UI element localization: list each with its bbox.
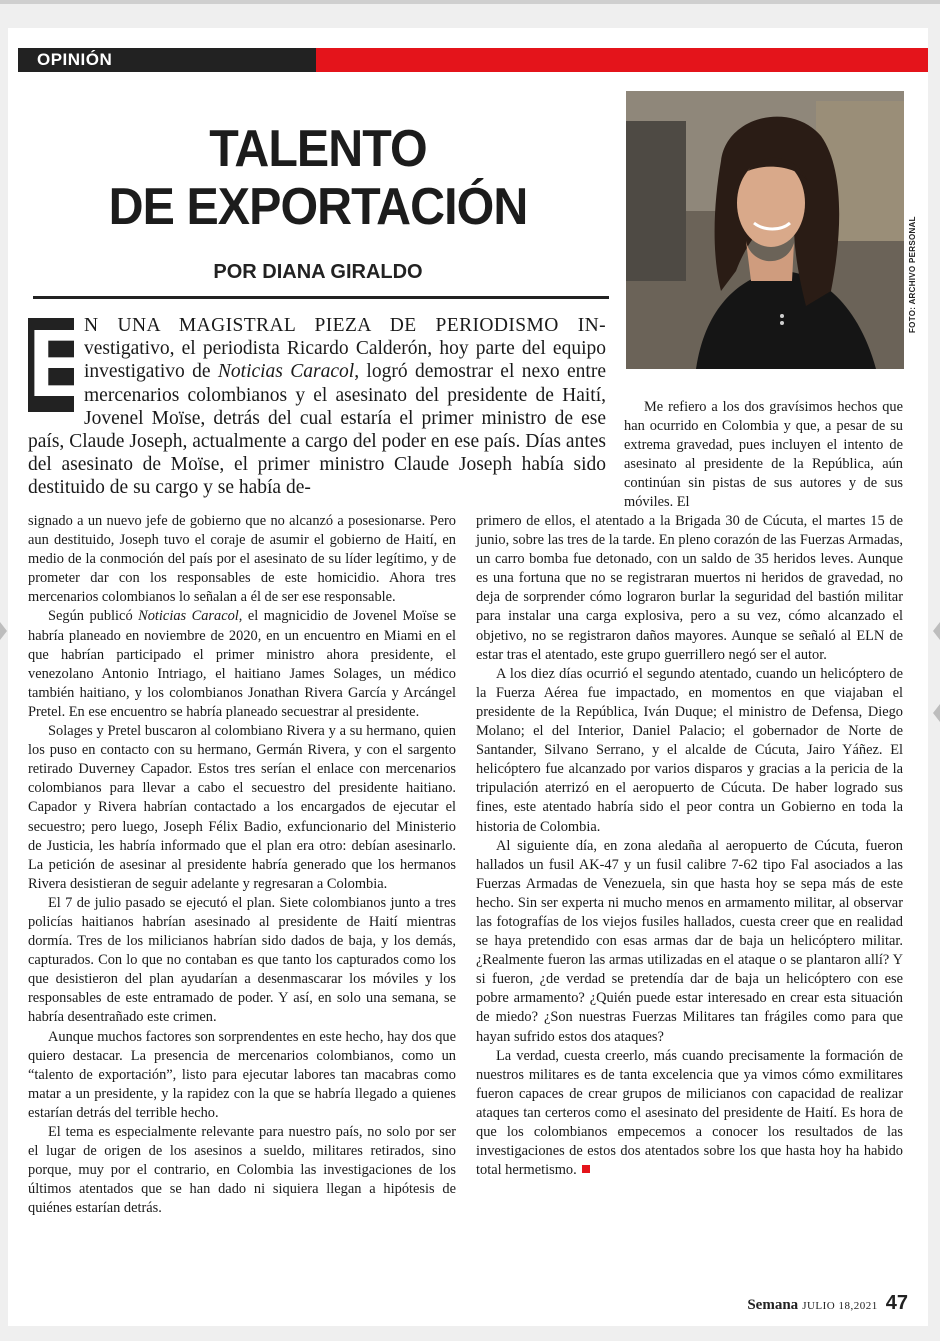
section-banner — [18, 48, 928, 72]
title-line-2: DE EXPORTACIÓN — [108, 178, 528, 236]
magazine-page — [8, 28, 928, 1326]
article-title — [48, 120, 587, 236]
photo-credit: FOTO: ARCHIVO PERSONAL — [908, 216, 917, 333]
paragraph: Según publicó Noticias Caracol, el magnicidio de Jovenel Moïse se habría planeado en noviembre de 2020, en un encuentro en Miami en el que habrían participado el primer ministro ahora presidente, el venezolano Antonio Intriago, el haitiano James Solages, un médico también haitiano, y los colombianos Jonathan Rivera García y Arcángel Pretel. En ese encuentro se habría planeado secuestrar al presidente. — [28, 608, 456, 720]
drop-cap: E — [28, 310, 93, 417]
page-footer — [718, 1292, 908, 1315]
byline: POR DIANA GIRALDO — [213, 261, 423, 283]
next-page-arrow-icon-secondary[interactable] — [933, 704, 940, 722]
title-rule — [33, 296, 609, 299]
section-label: OPINIÓN — [37, 50, 113, 69]
paragraph: El 7 de julio pasado se ejecutó el plan. Siete colombianos junto a tres policías haitianos habrían asesinado al presidente de Haití mientras dormía. Tres de los milicianos habrían sido dados de baja, y los demás, capturados. Con lo que no contaban es que tanto los capturados como los que desistieron del plan ayudarían a desenmascarar los móviles y los responsables de este entramado de poder. Y así, en solo una semana, se habría desentrañado este crimen. — [28, 894, 456, 1026]
paragraph: El tema es especialmente relevante para nuestro país, no solo por ser el lugar de origen de los asesinos a sueldo, militares retirados, sino porque, muy por el contrario, en Colombia las investigaciones de los últimos atentados que se han dado ni siquiera llegan a hipótesis de quiénes estarían detrás. — [28, 1124, 456, 1217]
paragraph: La verdad, cuesta creerlo, más cuando precisamente la formación de nuestros militares es de tanta excelencia que ya vimos cómo exmilitares fueron capaces de crear grupos de milicianos con capacidad de realizar ataques tan certeros como el asesinato del presidente de Haití. Es hora de que los colombianos empecemos a conocer los resultados de las investigaciones de estos dos atentados sobre los que hasta hoy ha habido total hermetismo. — [476, 1047, 903, 1179]
paragraph: Al siguiente día, en zona aledaña al aeropuerto de Cúcuta, fueron hallados un fusil AK-47 y un fusil calibre 7-62 tipo Fal asociados a las Fuerzas Armadas de Venezuela, sin que hasta hoy se sepa más de este hecho. Sin ser experta ni mucho menos en armamento militar, al observar las fotografías de los viejos fusiles hallados, cuesta creer que en realidad se haya pretendido con esas armas dar de baja un helicóptero militar. ¿Realmente fueron las armas utilizadas en el ataque o se plantaron allí? Y si fueron, ¿de verdad se pretendía dar de baja un helicóptero con ese pobre armamento? ¿Quién puede estar interesado en crear esta situación de miedo? ¿Son nuestras Fuerzas Militares tan frágiles como para que hayan sufrido estos dos ataques? — [476, 837, 903, 1045]
paragraph: primero de ellos, el atentado a la Brigada 30 de Cúcuta, el martes 15 de junio, sobre las tres de la tarde. En pleno corazón de las Fuerzas Armadas, un carro bomba fue detonado, con un saldo de 35 heridos leves. Aunque es una fortuna que no se registraran muertos ni heridos de gravedad, no deja de sorprender cómo lograron burlar la seguridad del bastión militar para instalar una carga explosiva, pero a su vez, cómo alcanzado el objetivo, no se registraron daños mayores. Aunque se señaló al ELN de estar tras el atentado, este grupo guerrillero negó ser el autor. — [476, 513, 903, 663]
paragraph: Solages y Pretel buscaron al colombiano Rivera y a su hermano, quien los puso en contacto con su hermano, Germán Rivera, y con el sargento retirado Duverney Capador. Estos tres serían el enlace con mercenarios colombianos para llevar a cabo el secuestro del presidente haitiano. Capador y Rivera habrían contactado a los encargados de ejecutar el secuestro; pero luego, Joseph Félix Badio, exfuncionario del Ministerio de Justicia, les habría informado que el plan era otro: debían asesinarlo. La petición de asesinar al presidente habría generado que los hermanos Rivera desistieran de seguir adelante y regresaran a Colombia. — [28, 723, 456, 892]
next-page-arrow-icon[interactable] — [933, 622, 940, 640]
author-photo — [626, 91, 904, 369]
title-line-1: TALENTO — [209, 120, 427, 178]
prev-page-arrow-icon[interactable] — [0, 622, 7, 640]
right-column-top — [624, 398, 903, 513]
right-column — [476, 512, 903, 1180]
issue-date: JULIO 18,2021 — [802, 1300, 878, 1312]
paragraph: Aunque muchos factores son sorprendentes en este hecho, hay dos que quiero destacar. La presencia de mercenarios colombianos, como un “talento de exportación”, listo para ejecutar labores tan macabras como matar a un presidente, y la rapidez con la que se habría llegado a quienes estarían detrás del terrible hecho. — [28, 1028, 456, 1121]
top-strip — [0, 0, 940, 4]
left-column — [28, 512, 456, 1218]
author-portrait-image — [626, 91, 904, 369]
lead-text-a: vestigativo, el periodista Ricardo Calderón, hoy parte del equipo investigativo de — [84, 338, 606, 383]
lead-italic: Noticias Caracol — [217, 361, 355, 383]
end-mark-icon — [582, 1165, 590, 1173]
page-number: 47 — [885, 1292, 908, 1314]
lead-paragraph — [28, 310, 606, 500]
paragraph: signado a un nuevo jefe de gobierno que no alcanzó a posesionarse. Pero aun destituido, Joseph tuvo el coraje de asumir el gobierno de Haití, en medio de la conmoción del país por el asesinato de su líder legítimo, y de prometer dar con los responsables de este homicidio. Ahora tres mercenarios colombianos lo señalan a él de ser ese responsable. — [28, 513, 456, 606]
lead-caps: N UNA MAGISTRAL PIEZA DE PERIODISMO IN- — [84, 315, 606, 336]
magazine-name: Semana — [747, 1297, 799, 1313]
accent-bar — [316, 48, 928, 72]
lead-text-b: , logró demostrar el nexo entre mercenarios colombianos y el asesinato del presidente de Haití, Jovenel Moïse, detrás del cual estaría el primer ministro de ese país, Claude Joseph, actualmente a cargo del poder en ese país. Días antes del asesinato de Moïse, el primer ministro Claude Joseph había sido destituido de su cargo y se había de- — [28, 361, 606, 499]
paragraph: A los diez días ocurrió el segundo atentado, cuando un helicóptero de la Fuerza Aérea fue impactado, en momentos en que viajaban el presidente de la República, Iván Duque; el ministro de Defensa, Diego Molano; el del Interior, Daniel Palacio; el gobernador de Norte de Santander, Silvano Serrano, y el alcalde de Cúcuta, Jairo Yáñez. El helicóptero fue alcanzado por varios disparos y gracias a la pericia de la tripulación aterrizó en el aeropuerto de Cúcuta. De haber logrado sus fines, este atentado habría sido el peor contra un Gobierno en toda la historia de Colombia. — [476, 665, 903, 835]
paragraph: Me refiero a los dos gravísimos hechos que han ocurrido en Colombia y que, a pesar de su extrema gravedad, pues incluyen el intento de asesinato al presidente de la República, aún continúan sin pistas de sus autores y de sus móviles. El — [624, 399, 903, 511]
